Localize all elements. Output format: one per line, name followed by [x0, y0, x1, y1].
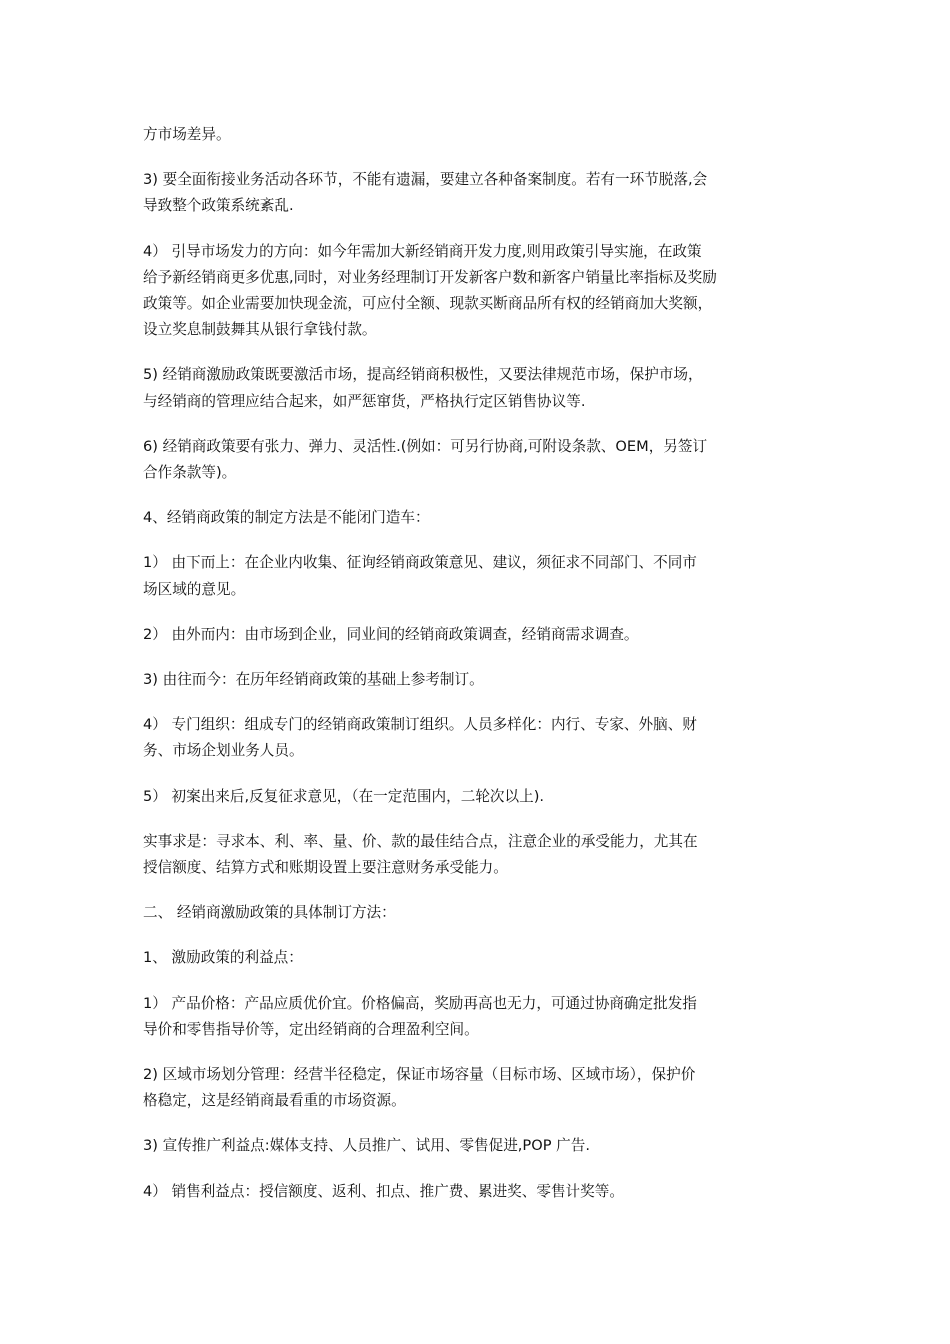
text-line: 与经销商的管理应结合起来，如严惩窜货，严格执行定区销售协议等. — [143, 392, 586, 410]
text-line: 1） 由下而上：在企业内收集、征询经销商政策意见、建议，须征求不同部门、不同市 — [143, 554, 697, 572]
text-line: 授信额度、结算方式和账期设置上要注意财务承受能力。 — [143, 859, 508, 877]
text-line: 1） 产品价格：产品应质优价宜。价格偏高，奖励再高也无力，可通过协商确定批发指 — [143, 994, 697, 1012]
text-line: 格稳定，这是经销商最看重的市场资源。 — [143, 1092, 406, 1110]
paragraph — [143, 622, 808, 648]
text-line: 3) 要全面衔接业务活动各环节，不能有遗漏，要建立各种备案制度。若有一环节脱落,会 — [143, 171, 708, 189]
paragraph — [143, 434, 808, 486]
text-line: 5） 初案出来后,反复征求意见，（在一定范围内，二轮次以上). — [143, 787, 545, 805]
text-line: 二、 经销商激励政策的具体制订方法： — [143, 904, 396, 922]
text-line: 4、经销商政策的制定方法是不能闭门造车： — [143, 509, 430, 527]
text-line: 6) 经销商政策要有张力、弹力、灵活性.(例如：可另行协商,可附设条款、OEM，另签订 — [143, 437, 708, 455]
text-line: 导价和零售指导价等，定出经销商的合理盈利空间。 — [143, 1020, 479, 1038]
paragraph — [143, 122, 808, 148]
paragraph — [143, 1133, 808, 1159]
text-line: 1、 激励政策的利益点： — [143, 949, 303, 967]
paragraph — [143, 991, 808, 1043]
paragraph — [143, 667, 808, 693]
text-line: 4） 销售利益点：授信额度、返利、扣点、推广费、累进奖、零售计奖等。 — [143, 1182, 624, 1200]
text-line: 5) 经销商激励政策既要激活市场，提高经销商积极性，又要法律规范市场，保护市场， — [143, 366, 703, 384]
paragraph — [143, 550, 808, 602]
section-heading — [143, 900, 808, 926]
text-line: 导致整个政策系统紊乱. — [143, 197, 294, 215]
paragraph — [143, 1179, 808, 1205]
paragraph — [143, 167, 808, 219]
text-line: 场区域的意见。 — [143, 580, 246, 598]
paragraph — [143, 505, 808, 531]
paragraph — [143, 712, 808, 764]
text-line: 3) 由往而今：在历年经销商政策的基础上参考制订。 — [143, 671, 484, 689]
text-line: 4） 引导市场发力的方向：如今年需加大新经销商开发力度,则用政策引导实施，在政策 — [143, 242, 702, 260]
text-line: 3) 宣传推广利益点:媒体支持、人员推广、试用、零售促进,POP 广告. — [143, 1137, 590, 1155]
text-line: 务、市场企划业务人员。 — [143, 742, 304, 760]
text-line: 2） 由外而内：由市场到企业，同业间的经销商政策调查，经销商需求调查。 — [143, 625, 639, 643]
paragraph — [143, 829, 808, 881]
subsection-heading — [143, 945, 808, 971]
document-page — [143, 122, 808, 1224]
text-line: 4） 专门组织：组成专门的经销商政策制订组织。人员多样化：内行、专家、外脑、财 — [143, 716, 697, 734]
paragraph — [143, 1062, 808, 1114]
text-line: 实事求是：寻求本、利、率、量、价、款的最佳结合点，注意企业的承受能力，尤其在 — [143, 832, 698, 850]
text-line: 政策等。如企业需要加快现金流，可应付全额、现款买断商品所有权的经销商加大奖额， — [143, 295, 713, 313]
paragraph — [143, 239, 808, 344]
text-line: 方市场差异。 — [143, 126, 231, 143]
paragraph — [143, 784, 808, 810]
text-line: 给予新经销商更多优惠,同时，对业务经理制订开发新客户数和新客户销量比率指标及奖励 — [143, 268, 717, 286]
text-line: 设立奖息制鼓舞其从银行拿钱付款。 — [143, 321, 377, 339]
paragraph — [143, 362, 808, 414]
text-line: 2) 区域市场划分管理：经营半径稳定，保证市场容量（目标市场、区域市场），保护价 — [143, 1066, 696, 1084]
text-line: 合作条款等)。 — [143, 464, 237, 482]
